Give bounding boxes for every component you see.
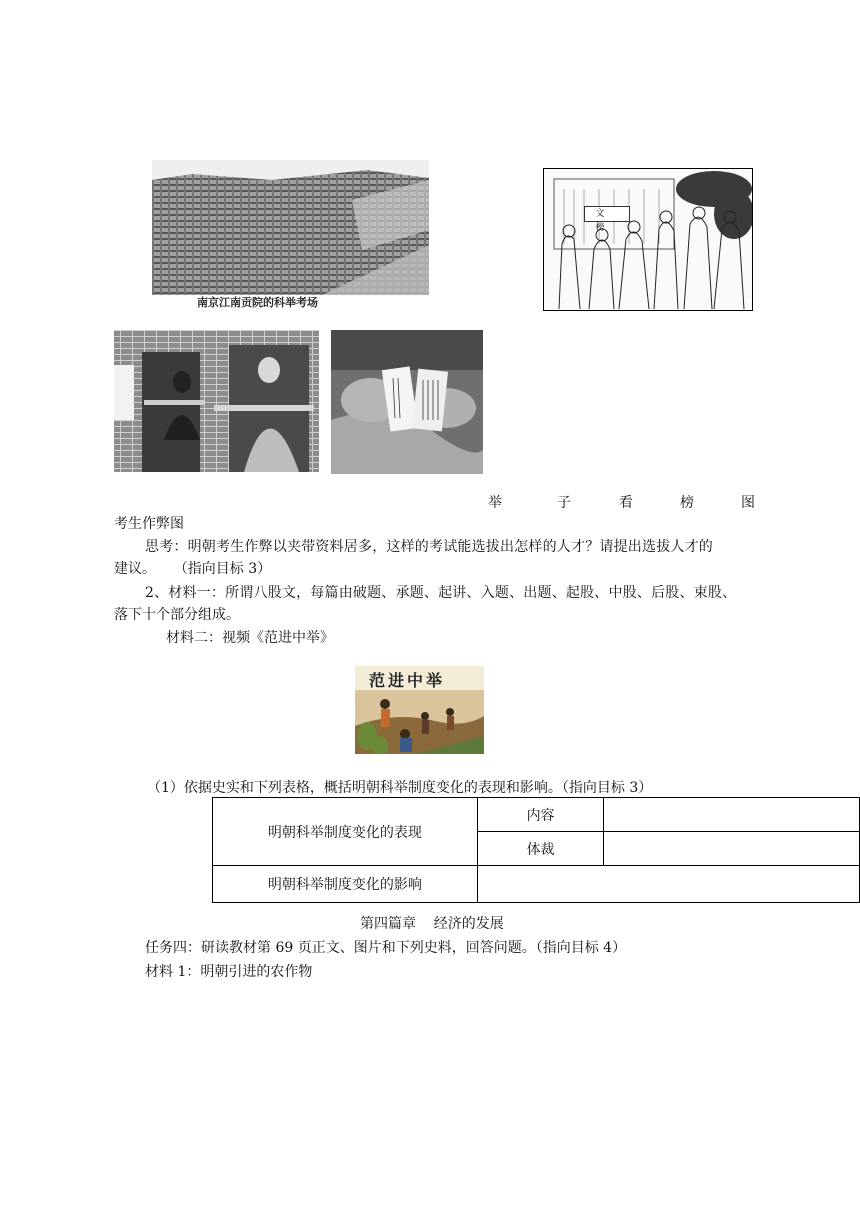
cheat-booklet-photo (331, 330, 483, 474)
exam-cells-photo (114, 330, 322, 472)
caption-char: 看 (619, 495, 633, 511)
sub-label-genre: 体裁 (477, 832, 604, 866)
caption-char: 子 (557, 495, 571, 511)
question1-line: （1）依据史实和下列表格，概括明朝科举制度变化的表现和影响。（指向目标 3） (147, 780, 653, 796)
material-crops-line: 材料 1：明朝引进的农作物 (145, 964, 313, 980)
exam-change-table (212, 797, 860, 903)
think-paragraph-line2: 建议。 （指向目标 3） (114, 561, 272, 577)
fan-jin-title: 范进中举 (369, 671, 446, 690)
cheat-caption: 考生作弊图 (114, 516, 184, 532)
answer-cell-content[interactable] (604, 798, 860, 832)
caption-char: 榜 (680, 495, 694, 511)
watching-list-caption (0, 492, 860, 512)
caption-char: 举 (488, 495, 502, 511)
think-paragraph-line1: 思考：明朝考生作弊以夹带资料居多，这样的考试能选拔出怎样的人才？请提出选拔人才的 (145, 539, 713, 555)
list-banner (584, 206, 630, 233)
answer-cell-genre[interactable] (604, 832, 860, 866)
sub-label-content: 内容 (477, 798, 604, 832)
task4-line: 任务四：研读教材第 69 页正文、图片和下列史料，回答问题。（指向目标 4） (145, 940, 627, 956)
material2-line: 材料二：视频《范进中举》 (166, 630, 334, 646)
list-banner-text: 文榜 (595, 209, 619, 233)
caption-char: 图 (741, 495, 755, 511)
fan-jin-video-thumbnail[interactable] (355, 666, 484, 754)
row-label-impact: 明朝科举制度变化的影响 (213, 866, 478, 903)
material1-line1: 2、材料一：所谓八股文，每篇由破题、承题、起讲、入题、出题、起股、中股、后股、束股、 (145, 585, 737, 601)
section-heading: 第四篇章 经济的发展 (360, 916, 504, 932)
row-label-changes: 明朝科举制度变化的表现 (213, 798, 478, 866)
answer-cell-impact[interactable] (477, 866, 859, 903)
exam-hall-photo (152, 160, 429, 308)
watching-list-illustration (543, 168, 753, 311)
exam-hall-caption: 南京江南贡院的科举考场 (197, 296, 318, 308)
material1-line2: 落下十个部分组成。 (114, 607, 240, 623)
